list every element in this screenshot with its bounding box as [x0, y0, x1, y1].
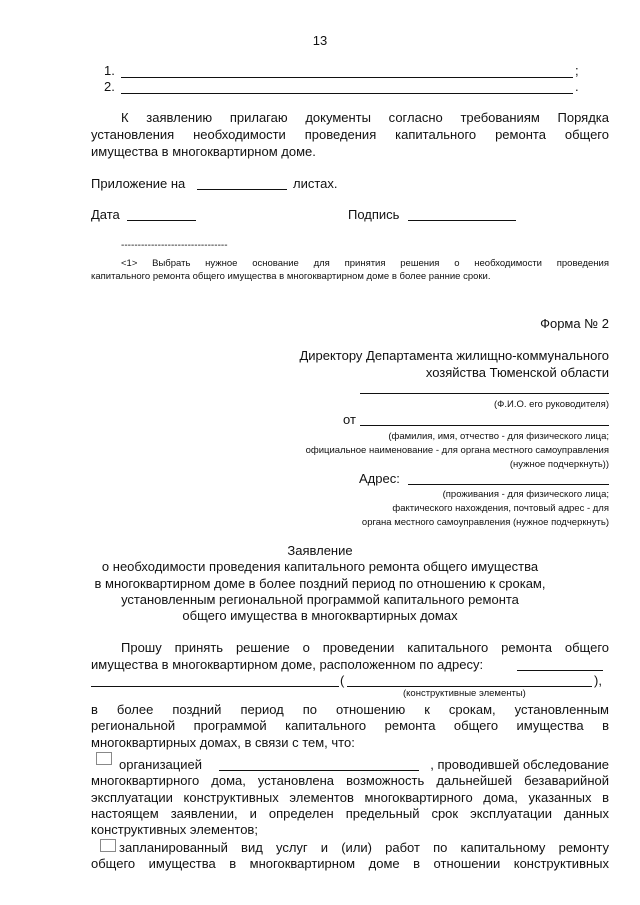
- hint-head-name: (Ф.И.О. его руководителя): [493, 399, 609, 410]
- head-name-blank: [360, 393, 609, 394]
- appendix-label: Приложение на: [91, 176, 186, 191]
- form-number: Форма № 2: [540, 316, 609, 331]
- statement-title: Заявление: [287, 543, 353, 558]
- elements-blank: [347, 686, 592, 687]
- hint-address-line: фактического нахождения, почтовый адрес - для: [392, 503, 609, 514]
- hint-address-line: органа местного самоуправления (нужное подчеркнуть): [361, 517, 609, 528]
- footnote-line: <1> Выбрать нужное основание для принятия решения о необходимости проведения: [121, 258, 609, 269]
- address-blank: [408, 484, 609, 485]
- statement-subtitle-line: общего имущества в многоквартирных домах: [182, 608, 458, 623]
- from-blank: [360, 425, 609, 426]
- option2-line: запланированный вид услуг и (или) работ по капитальному ремонту: [119, 840, 609, 855]
- address-continuation-blank: [91, 686, 339, 687]
- request-line: Прошу принять решение о проведении капитального ремонта общего: [121, 640, 609, 655]
- hint-from-line: (нужное подчеркнуть)): [509, 459, 609, 470]
- from-label: от: [343, 412, 356, 427]
- date-blank: [127, 220, 196, 221]
- addressee-line: хозяйства Тюменской области: [425, 365, 609, 380]
- hint-elements: (конструктивные элементы): [403, 688, 526, 699]
- appendix-suffix: листах.: [293, 176, 338, 191]
- page-number: 13: [312, 33, 328, 48]
- paragraph-line: региональной программой капитального ремонта общего имущества в: [91, 718, 609, 733]
- organization-blank: [219, 770, 419, 771]
- option1-line: многоквартирного дома, установлена возможность дальнейшей безаварийной: [91, 773, 609, 788]
- open-paren: (: [340, 673, 345, 688]
- option1-label: организацией: [119, 757, 202, 772]
- address-label: Адрес:: [359, 471, 400, 486]
- hint-address-line: (проживания - для физического лица;: [442, 489, 609, 500]
- paragraph-line: имущества в многоквартирном доме.: [91, 144, 316, 159]
- option1-line: эксплуатации конструктивных элементов многоквартирного дома, указанных в: [91, 790, 609, 805]
- paragraph-line: многоквартирных домах, в связи с тем, что:: [91, 735, 355, 750]
- option1-line: настоящем заявлении, и определен предельный срок эксплуатации данных: [91, 806, 609, 821]
- footnote-separator: --------------------------------: [121, 240, 228, 251]
- option1-suffix: , проводившей обследование: [430, 757, 609, 772]
- option1-checkbox[interactable]: [96, 752, 112, 765]
- list-item-ending: ;: [575, 63, 579, 78]
- footnote-line: капитального ремонта общего имущества в многоквартирном доме в более ранние сроки.: [91, 271, 491, 282]
- close-paren: ),: [594, 673, 602, 688]
- paragraph-line: в более поздний период по отношению к срокам, установленным: [91, 702, 609, 717]
- address-blank: [517, 670, 603, 671]
- option2-checkbox[interactable]: [100, 839, 116, 852]
- paragraph-line: К заявлению прилагаю документы согласно требованиям Порядка: [121, 110, 609, 125]
- hint-from-line: официальное наименование - для органа местного самоуправления: [305, 445, 609, 456]
- statement-subtitle-line: о необходимости проведения капитального ремонта общего имущества: [101, 559, 539, 574]
- paragraph-line: установления необходимости проведения капитального ремонта общего: [91, 127, 609, 142]
- list-item-number: 2.: [104, 79, 115, 94]
- addressee-line: Директору Департамента жилищно-коммунального: [299, 348, 609, 363]
- list-item-number: 1.: [104, 63, 115, 78]
- blank-line: [121, 77, 573, 78]
- statement-subtitle-line: в многоквартирном доме в более поздний период по отношению к срокам,: [94, 576, 546, 591]
- signature-blank: [408, 220, 516, 221]
- blank-line: [197, 189, 287, 190]
- statement-subtitle-line: установленным региональной программой капитального ремонта: [121, 592, 519, 607]
- option1-line: конструктивных элементов;: [91, 822, 258, 837]
- signature-label: Подпись: [348, 207, 400, 222]
- blank-line: [121, 93, 573, 94]
- date-label: Дата: [91, 207, 120, 222]
- list-item-ending: .: [575, 79, 579, 94]
- request-line: имущества в многоквартирном доме, расположенном по адресу:: [91, 657, 484, 672]
- hint-from-line: (фамилия, имя, отчество - для физического лица;: [388, 431, 609, 442]
- option2-line: общего имущества в многоквартирном доме в отношении конструктивных: [91, 856, 609, 871]
